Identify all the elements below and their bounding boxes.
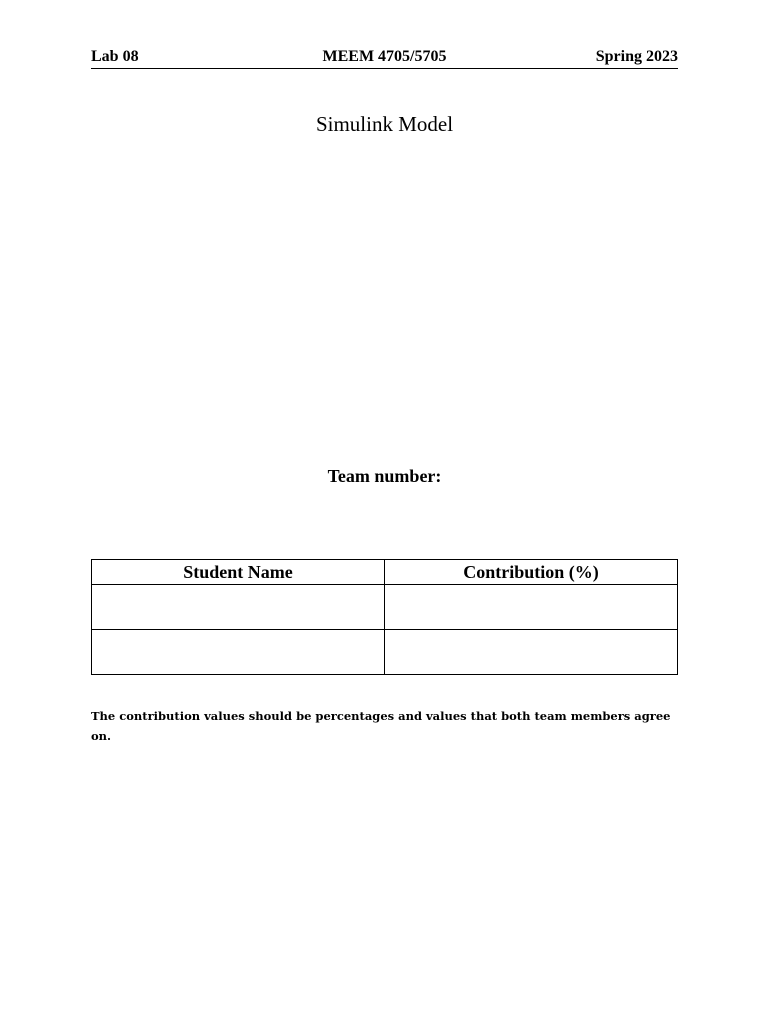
- header-course-label: MEEM 4705/5705: [322, 48, 447, 65]
- header-term-label: Spring 2023: [595, 48, 678, 65]
- column-header-contribution: Contribution (%): [385, 560, 678, 585]
- contribution-note: The contribution values should be percentages and values that both team members agree on.: [91, 709, 671, 743]
- team-number-label: Team number:: [327, 466, 442, 486]
- header-lab-label: Lab 08: [91, 48, 139, 65]
- table-header-row: [92, 560, 678, 585]
- table-row: [92, 585, 678, 630]
- contribution-cell[interactable]: [385, 585, 678, 630]
- table-row: [92, 630, 678, 675]
- contribution-cell[interactable]: [385, 630, 678, 675]
- student-name-cell[interactable]: [92, 585, 385, 630]
- column-header-student-name: Student Name: [92, 560, 385, 585]
- contribution-table: [91, 559, 678, 675]
- page-title: Simulink Model: [315, 112, 454, 136]
- page-header: [91, 47, 678, 69]
- student-name-cell[interactable]: [92, 630, 385, 675]
